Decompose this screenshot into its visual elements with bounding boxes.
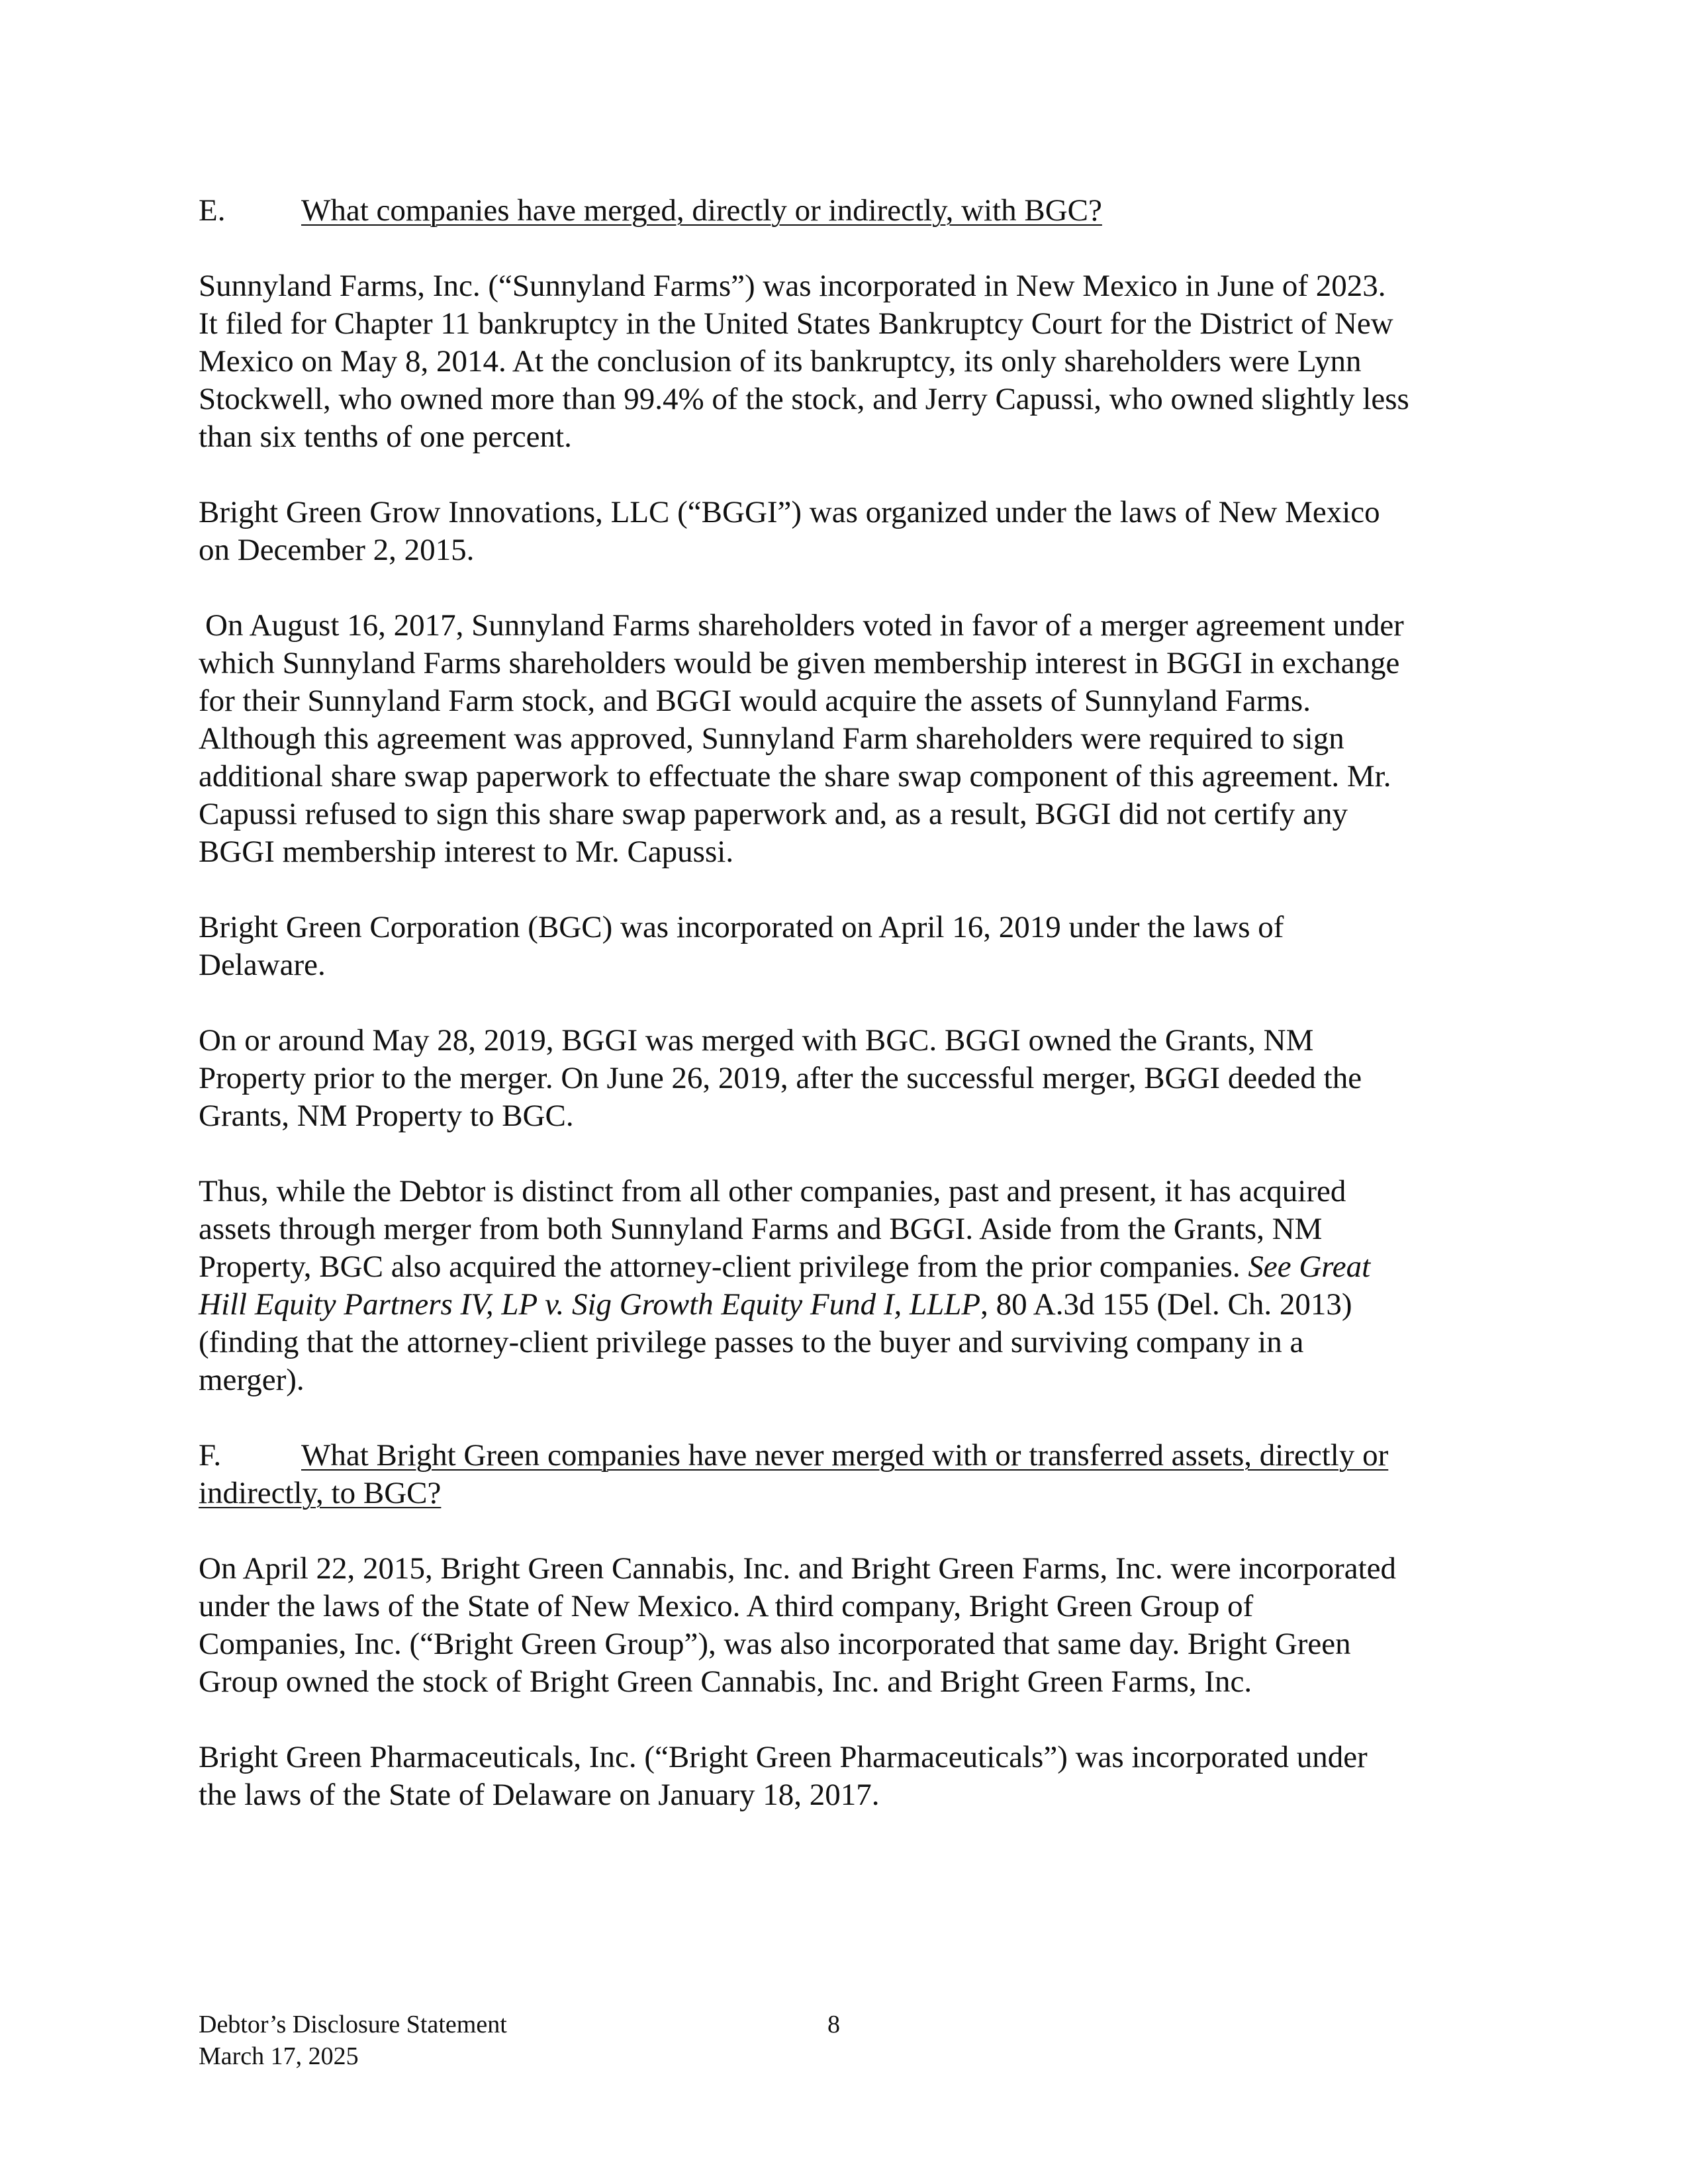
text-line: merger). [199, 1363, 305, 1397]
text-line: Group owned the stock of Bright Green Cannabis, Inc. and Bright Green Farms, Inc. [199, 1664, 1252, 1699]
text-line: than six tenths of one percent. [199, 420, 572, 454]
text-line: Delaware. [199, 948, 326, 982]
page-number: 8 [827, 2011, 840, 2038]
text-line [199, 1248, 1496, 1286]
text-line: Mexico on May 8, 2014. At the conclusion of its bankruptcy, its only shareholders were Lynn [199, 344, 1362, 379]
case-citation-italic: Hill Equity Partners IV, LP v. Sig Growth Equity Fund I, LLLP [199, 1287, 981, 1322]
paragraph-thus [199, 1173, 1496, 1399]
text-line: Sunnyland Farms, Inc. (“Sunnyland Farms”) was incorporated in New Mexico in June of 2023. [199, 269, 1386, 303]
text-line: on December 2, 2015. [199, 533, 475, 567]
text-line: under the laws of the State of New Mexico. A third company, Bright Green Group of [199, 1589, 1254, 1623]
text-line: On or around May 28, 2019, BGGI was merged with BGC. BGGI owned the Grants, NM [199, 1023, 1314, 1058]
text-segment: Property, BGC also acquired the attorney-client privilege from the prior companies. [199, 1250, 1248, 1284]
paragraph-bggi-merged [199, 1022, 1496, 1135]
document-page [199, 192, 1496, 1852]
paragraph-bgc-incorporation [199, 909, 1496, 984]
text-line: additional share swap paperwork to effectuate the share swap component of this agreement. Mr. [199, 759, 1391, 794]
footer-date: March 17, 2025 [199, 2042, 359, 2070]
text-line: Capussi refused to sign this share swap paperwork and, as a result, BGGI did not certify any [199, 797, 1348, 831]
section-e-title: What companies have merged, directly or indirectly, with BGC? [301, 193, 1102, 228]
section-e-heading [199, 192, 1496, 230]
text-line: Bright Green Grow Innovations, LLC (“BGGI”) was organized under the laws of New Mexico [199, 495, 1380, 529]
paragraph-pharmaceuticals [199, 1739, 1496, 1814]
text-line: (finding that the attorney-client privilege passes to the buyer and surviving company in a [199, 1325, 1304, 1359]
text-segment: , 80 A.3d 155 (Del. Ch. 2013) [980, 1287, 1352, 1322]
text-line: which Sunnyland Farms shareholders would be given membership interest in BGGI in exchange [199, 646, 1400, 680]
text-line [199, 1286, 1496, 1324]
section-f-heading [199, 1437, 1496, 1512]
text-line: BGGI membership interest to Mr. Capussi. [199, 835, 734, 869]
text-line: the laws of the State of Delaware on January 18, 2017. [199, 1778, 880, 1812]
text-line: Thus, while the Debtor is distinct from all other companies, past and present, it has acquired [199, 1174, 1346, 1208]
paragraph-merger-agreement [199, 607, 1496, 871]
case-citation-italic: See Great [1248, 1250, 1371, 1284]
section-f-title-line1: What Bright Green companies have never merged with or transferred assets, directly or [301, 1438, 1389, 1473]
text-line: assets through merger from both Sunnyland Farms and BGGI. Aside from the Grants, NM [199, 1212, 1323, 1246]
text-line: Bright Green Corporation (BGC) was incorporated on April 16, 2019 under the laws of [199, 910, 1284, 944]
text-line: It filed for Chapter 11 bankruptcy in the United States Bankruptcy Court for the District of New [199, 306, 1393, 341]
footer-left [199, 2009, 507, 2072]
paragraph-sunnyland [199, 267, 1496, 456]
text-line: On April 22, 2015, Bright Green Cannabis, Inc. and Bright Green Farms, Inc. were incorporated [199, 1551, 1397, 1586]
text-line: Stockwell, who owned more than 99.4% of the stock, and Jerry Capussi, who owned slightly less [199, 382, 1409, 416]
text-line: for their Sunnyland Farm stock, and BGGI would acquire the assets of Sunnyland Farms. [199, 684, 1311, 718]
text-line: Property prior to the merger. On June 26, 2019, after the successful merger, BGGI deeded the [199, 1061, 1362, 1095]
paragraph-bright-green-group [199, 1550, 1496, 1701]
text-line: Although this agreement was approved, Sunnyland Farm shareholders were required to sign [199, 721, 1344, 756]
footer-document-title: Debtor’s Disclosure Statement [199, 2011, 507, 2038]
text-line: Companies, Inc. (“Bright Green Group”), was also incorporated that same day. Bright Green [199, 1627, 1351, 1661]
section-e-letter: E. [199, 193, 226, 228]
section-f-title-line2: indirectly, to BGC? [199, 1476, 442, 1510]
section-f-letter: F. [199, 1438, 222, 1473]
paragraph-bggi [199, 494, 1496, 569]
text-line: Bright Green Pharmaceuticals, Inc. (“Bright Green Pharmaceuticals”) was incorporated under [199, 1740, 1368, 1774]
text-line: On August 16, 2017, Sunnyland Farms shareholders voted in favor of a merger agreement under [205, 608, 1404, 643]
text-line: Grants, NM Property to BGC. [199, 1099, 574, 1133]
